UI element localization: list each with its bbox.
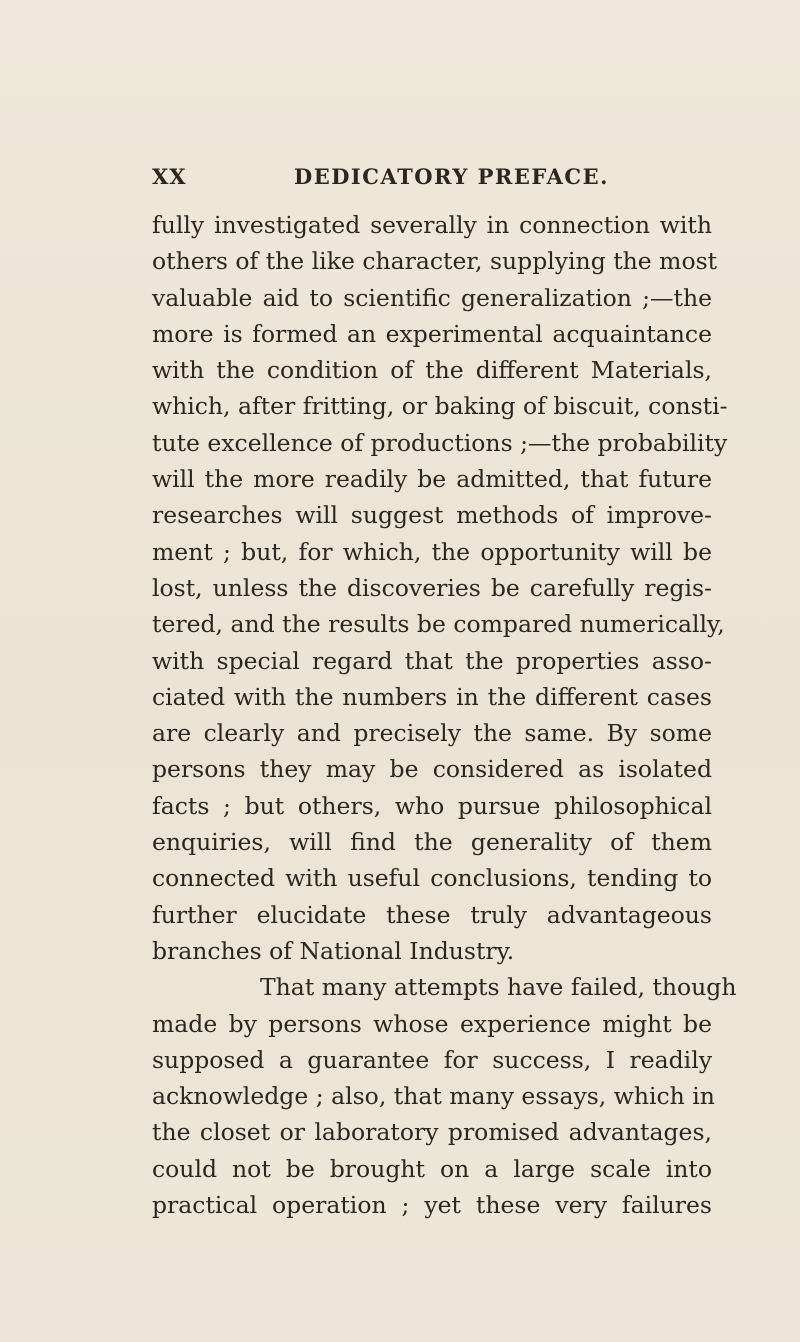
text-line: facts ; but others, who pursue philosophical xyxy=(152,791,712,820)
text-line: fully investigated severally in connection with xyxy=(152,211,712,239)
text-line: connected with useful conclusions, tending to xyxy=(152,864,712,893)
running-head xyxy=(152,164,712,194)
text-line: could not be brought on a large scale into xyxy=(152,1154,712,1183)
text-line: others of the like character, supplying the most xyxy=(152,247,718,276)
text-line: ciated with the numbers in the different cases xyxy=(152,682,712,711)
text-line: the closet or laboratory promised advantages, xyxy=(152,1118,712,1147)
page-number: XX xyxy=(152,164,187,189)
running-head-title: DEDICATORY PREFACE. xyxy=(294,164,609,189)
text-line: enquiries, will find the generality of them xyxy=(152,828,712,857)
text-line: with the condition of the different Materials, xyxy=(152,356,712,385)
text-line: valuable aid to scientific generalization ;—the xyxy=(152,283,712,312)
text-line: made by persons whose experience might be xyxy=(152,1009,712,1038)
text-line: researches will suggest methods of improve- xyxy=(152,501,712,530)
text-line: tered, and the results be compared numerically, xyxy=(152,610,725,639)
body-text xyxy=(152,207,737,1223)
text-line: lost, unless the discoveries be carefully regis- xyxy=(152,573,712,602)
text-line: persons they may be considered as isolated xyxy=(152,755,712,784)
text-line: acknowledge ; also, that many essays, which in xyxy=(152,1082,715,1111)
text-line: further elucidate these truly advantageous xyxy=(152,900,712,929)
text-line: more is formed an experimental acquaintance xyxy=(152,319,712,348)
text-line: which, after fritting, or baking of biscuit, consti- xyxy=(152,392,728,421)
paragraph-start-line: That many attempts have failed, though xyxy=(260,973,737,1002)
text-line: are clearly and precisely the same. By some xyxy=(152,719,712,748)
text-line: with special regard that the properties asso- xyxy=(152,646,712,675)
text-line: supposed a guarantee for success, I readily xyxy=(152,1045,712,1074)
text-line: tute excellence of productions ;—the probability xyxy=(152,428,728,457)
text-line: practical operation ; yet these very failures xyxy=(152,1191,712,1220)
text-line: ment ; but, for which, the opportunity will be xyxy=(152,537,712,566)
paragraph-end-line: branches of National Industry. xyxy=(152,936,515,965)
text-line: will the more readily be admitted, that future xyxy=(152,465,712,494)
